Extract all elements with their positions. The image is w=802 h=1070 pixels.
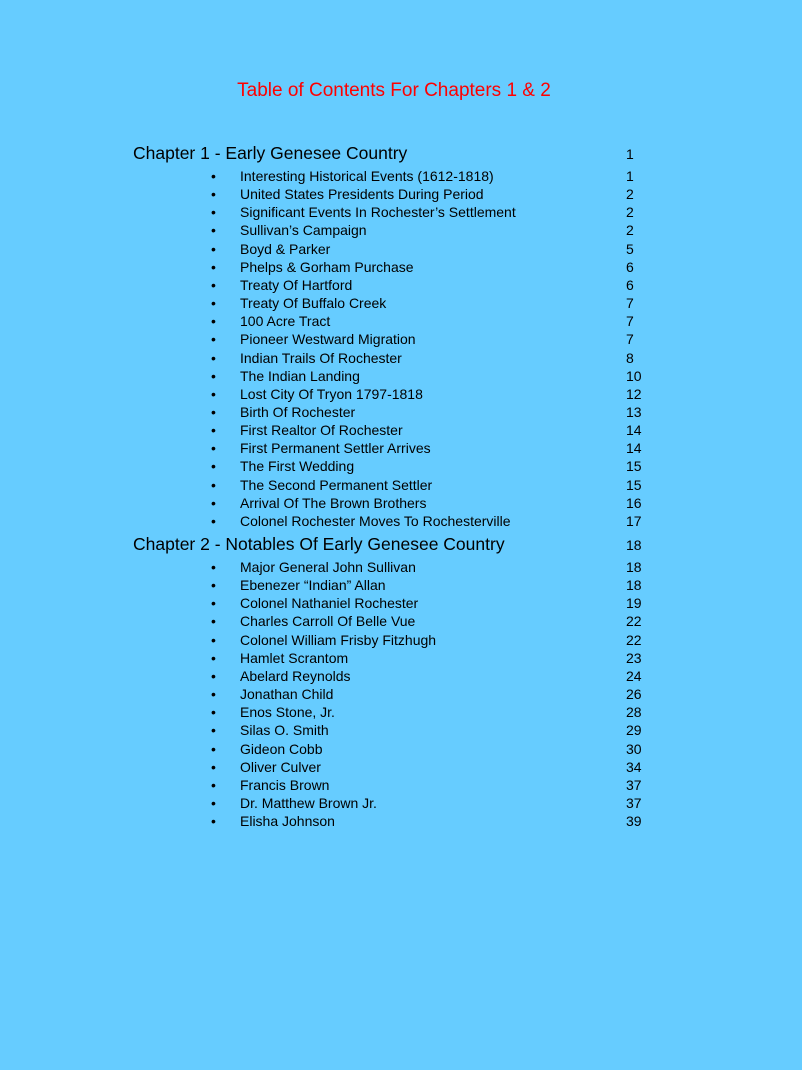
chapter-page-number: 18 xyxy=(626,537,642,553)
toc-entry-page-number: 23 xyxy=(626,649,642,666)
toc-entry xyxy=(0,558,660,576)
toc-entry xyxy=(0,667,660,685)
toc-entry-page-number: 14 xyxy=(626,440,642,457)
toc-entry-page-number: 2 xyxy=(626,186,634,203)
bullet-icon: • xyxy=(211,595,216,612)
toc-entry xyxy=(0,812,660,830)
chapter-heading xyxy=(133,141,653,165)
toc-entry-label: Phelps & Gorham Purchase xyxy=(240,258,414,275)
toc-entry xyxy=(0,240,660,258)
toc-entry xyxy=(0,685,660,703)
toc-entry-label: Ebenezer “Indian” Allan xyxy=(240,577,386,594)
bullet-icon: • xyxy=(211,440,216,457)
toc-entry-page-number: 1 xyxy=(626,168,634,184)
toc-entry-page-number: 10 xyxy=(626,367,642,384)
toc-entry-page-number: 22 xyxy=(626,613,642,630)
toc-entry-label: Birth Of Rochester xyxy=(240,403,356,420)
toc-entry xyxy=(0,721,660,739)
toc-entry-page-number: 37 xyxy=(626,794,642,811)
bullet-icon: • xyxy=(211,204,216,221)
toc-entry xyxy=(0,367,660,385)
bullet-icon: • xyxy=(211,512,216,529)
toc-entry-page-number: 13 xyxy=(626,403,642,420)
toc-entry-label: United States Presidents During Period xyxy=(240,186,484,203)
toc-entry xyxy=(0,385,660,403)
bullet-icon: • xyxy=(211,794,216,811)
toc-entry-label: Hamlet Scrantom xyxy=(240,649,349,666)
toc-entry xyxy=(0,512,660,530)
toc-entry xyxy=(0,167,660,185)
toc-entry-label: Silas O. Smith xyxy=(240,722,329,739)
toc-entry-label: The Second Permanent Settler xyxy=(240,476,433,493)
toc-entry xyxy=(0,631,660,649)
toc-entry-page-number: 39 xyxy=(626,813,642,830)
toc-entry xyxy=(0,776,660,794)
toc-entry-page-number: 28 xyxy=(626,704,642,721)
bullet-icon: • xyxy=(211,476,216,493)
toc-entry-page-number: 7 xyxy=(626,331,634,348)
toc-entry-page-number: 22 xyxy=(626,631,642,648)
toc-entry xyxy=(0,276,660,294)
bullet-icon: • xyxy=(211,403,216,420)
toc-entry-page-number: 7 xyxy=(626,313,634,330)
toc-entry-page-number: 19 xyxy=(626,595,642,612)
toc-entry-page-number: 18 xyxy=(626,559,642,575)
toc-entry-label: Sullivan’s Campaign xyxy=(240,222,367,239)
toc-entry-label: Francis Brown xyxy=(240,776,330,793)
bullet-icon: • xyxy=(211,349,216,366)
bullet-icon: • xyxy=(211,740,216,757)
toc-entry xyxy=(0,203,660,221)
bullet-icon: • xyxy=(211,295,216,312)
bullet-icon: • xyxy=(211,577,216,594)
toc-entry xyxy=(0,703,660,721)
toc-entry-label: Colonel Rochester Moves To Rochesterville xyxy=(240,512,511,529)
bullet-icon: • xyxy=(211,331,216,348)
toc-entry xyxy=(0,794,660,812)
chapter-title: Chapter 1 - Early Genesee Country xyxy=(133,143,408,163)
toc-entry xyxy=(0,476,660,494)
toc-entry xyxy=(0,221,660,239)
bullet-icon: • xyxy=(211,559,216,575)
toc-entry-page-number: 15 xyxy=(626,458,642,475)
bullet-icon: • xyxy=(211,494,216,511)
toc-entry xyxy=(0,403,660,421)
bullet-icon: • xyxy=(211,776,216,793)
toc-entry xyxy=(0,421,660,439)
toc-entry-label: Indian Trails Of Rochester xyxy=(240,349,402,366)
chapter-title: Chapter 2 - Notables Of Early Genesee Country xyxy=(133,534,505,554)
bullet-icon: • xyxy=(211,667,216,684)
toc-entry-page-number: 34 xyxy=(626,758,642,775)
toc-entry xyxy=(0,349,660,367)
bullet-icon: • xyxy=(211,458,216,475)
bullet-icon: • xyxy=(211,758,216,775)
toc-entry-page-number: 7 xyxy=(626,295,634,312)
toc-entry-label: Lost City Of Tryon 1797-1818 xyxy=(240,385,423,402)
toc-entry-label: Charles Carroll Of Belle Vue xyxy=(240,613,416,630)
toc-entry xyxy=(0,457,660,475)
toc-entry-page-number: 16 xyxy=(626,494,642,511)
bullet-icon: • xyxy=(211,240,216,257)
toc-entry-label: Significant Events In Rochester’s Settlement xyxy=(240,204,516,221)
toc-entry-page-number: 2 xyxy=(626,204,634,221)
toc-entry xyxy=(0,439,660,457)
bullet-icon: • xyxy=(211,258,216,275)
toc-entry-label: Interesting Historical Events (1612-1818) xyxy=(240,168,494,184)
bullet-icon: • xyxy=(211,722,216,739)
toc-entry-page-number: 12 xyxy=(626,385,642,402)
toc-entry xyxy=(0,758,660,776)
toc-entry-label: Major General John Sullivan xyxy=(240,559,416,575)
toc-entry xyxy=(0,185,660,203)
toc-entry-label: The First Wedding xyxy=(240,458,355,475)
bullet-icon: • xyxy=(211,276,216,293)
bullet-icon: • xyxy=(211,813,216,830)
toc-entry-label: 100 Acre Tract xyxy=(240,313,331,330)
toc-entry-label: Dr. Matthew Brown Jr. xyxy=(240,794,377,811)
bullet-icon: • xyxy=(211,422,216,439)
toc-entry xyxy=(0,258,660,276)
toc-entry-label: First Permanent Settler Arrives xyxy=(240,440,431,457)
toc-entry-label: Pioneer Westward Migration xyxy=(240,331,416,348)
toc-entry-page-number: 17 xyxy=(626,512,642,529)
chapter-page-number: 1 xyxy=(626,146,634,162)
bullet-icon: • xyxy=(211,168,216,184)
toc-entry-page-number: 8 xyxy=(626,349,634,366)
toc-entry-label: Enos Stone, Jr. xyxy=(240,704,335,721)
bullet-icon: • xyxy=(211,222,216,239)
toc-entry-page-number: 6 xyxy=(626,276,634,293)
toc-entry-label: The Indian Landing xyxy=(240,367,360,384)
toc-entry xyxy=(0,649,660,667)
bullet-icon: • xyxy=(211,367,216,384)
toc-entry xyxy=(0,294,660,312)
toc-entry xyxy=(0,494,660,512)
toc-entry-page-number: 26 xyxy=(626,686,642,703)
bullet-icon: • xyxy=(211,186,216,203)
toc-entry-page-number: 5 xyxy=(626,240,634,257)
toc-entry xyxy=(0,576,660,594)
toc-entry-label: Gideon Cobb xyxy=(240,740,323,757)
toc-entry-label: Abelard Reynolds xyxy=(240,667,351,684)
toc-entry-label: Arrival Of The Brown Brothers xyxy=(240,494,427,511)
toc-entry-page-number: 29 xyxy=(626,722,642,739)
bullet-icon: • xyxy=(211,385,216,402)
toc-entry-page-number: 15 xyxy=(626,476,642,493)
toc-entry xyxy=(0,740,660,758)
bullet-icon: • xyxy=(211,313,216,330)
toc-entry-page-number: 37 xyxy=(626,776,642,793)
toc-entry-page-number: 24 xyxy=(626,667,642,684)
chapter-heading xyxy=(133,532,653,556)
toc-entry-label: Colonel Nathaniel Rochester xyxy=(240,595,419,612)
toc-entry-page-number: 2 xyxy=(626,222,634,239)
toc-entry xyxy=(0,612,660,630)
toc-entry-label: Treaty Of Hartford xyxy=(240,276,353,293)
toc-entry-page-number: 18 xyxy=(626,577,642,594)
toc-entry-label: Jonathan Child xyxy=(240,686,334,703)
toc-entry-label: Oliver Culver xyxy=(240,758,321,775)
toc-entry-label: Treaty Of Buffalo Creek xyxy=(240,295,387,312)
bullet-icon: • xyxy=(211,686,216,703)
toc-entry xyxy=(0,330,660,348)
toc-entry-page-number: 6 xyxy=(626,258,634,275)
toc-entry-page-number: 30 xyxy=(626,740,642,757)
toc-entry-label: First Realtor Of Rochester xyxy=(240,422,403,439)
bullet-icon: • xyxy=(211,631,216,648)
page-title: Table of Contents For Chapters 1 & 2 xyxy=(237,80,551,101)
toc-entry xyxy=(0,312,660,330)
toc-entry-label: Elisha Johnson xyxy=(240,813,335,830)
bullet-icon: • xyxy=(211,704,216,721)
bullet-icon: • xyxy=(211,649,216,666)
toc-entry-label: Boyd & Parker xyxy=(240,240,331,257)
toc-entry xyxy=(0,594,660,612)
toc-entry-label: Colonel William Frisby Fitzhugh xyxy=(240,631,437,648)
toc-entry-page-number: 14 xyxy=(626,422,642,439)
bullet-icon: • xyxy=(211,613,216,630)
